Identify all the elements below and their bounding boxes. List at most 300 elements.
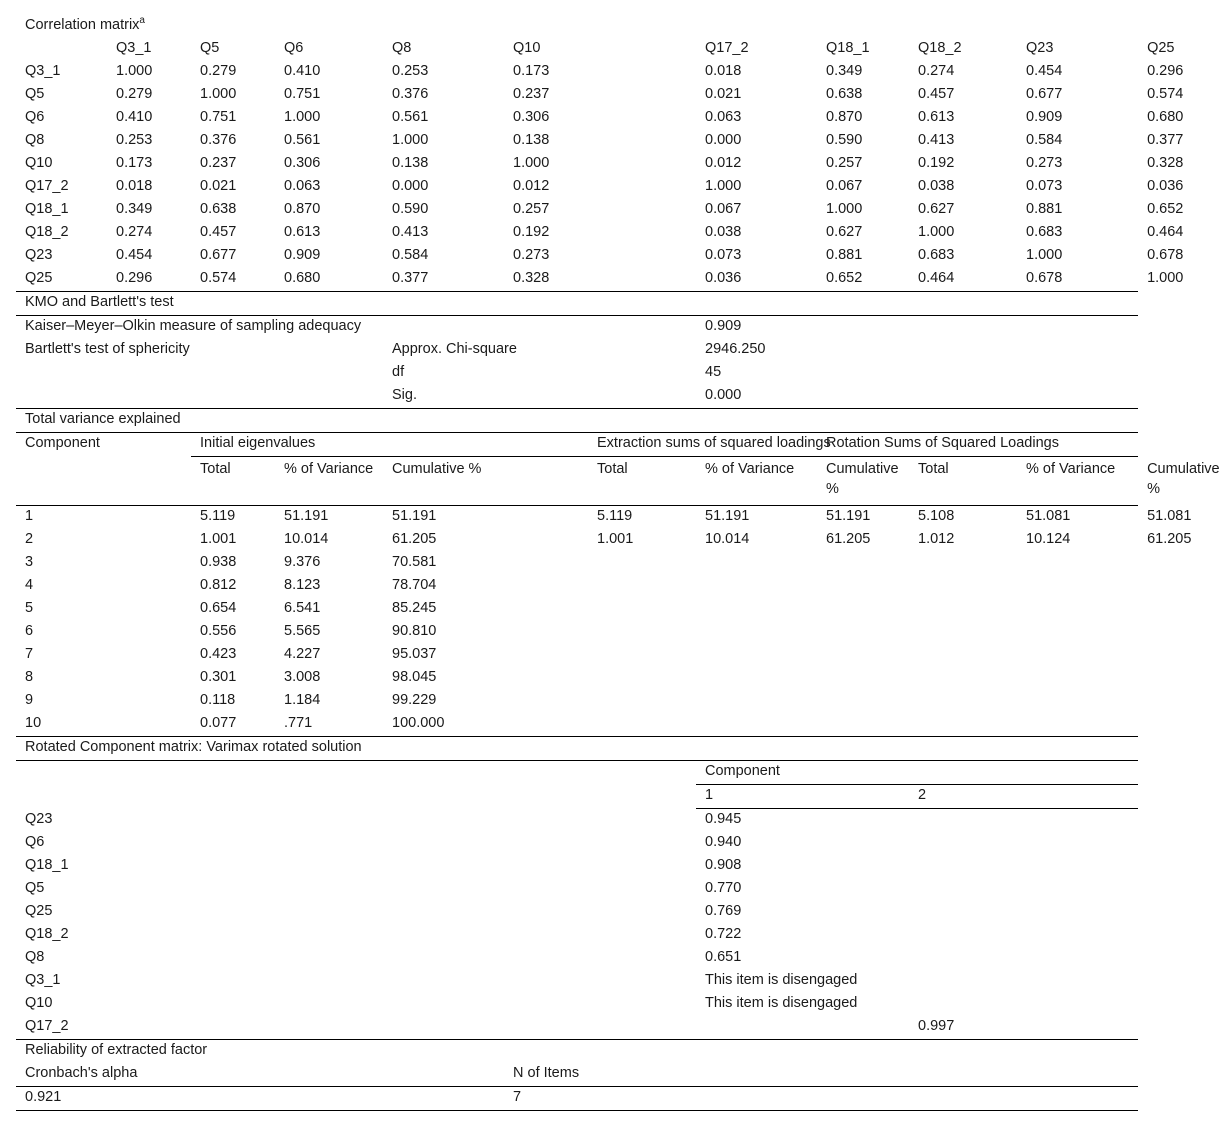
subheader-total: Total [588, 457, 696, 506]
empty-cell [588, 84, 696, 107]
variance-row: 1 5.119 51.191 51.191 5.119 51.191 51.191 5.108 51.081 51.081 [16, 506, 1138, 530]
correlation-value: 0.561 [284, 132, 321, 148]
rotated-number-row [16, 785, 1138, 809]
bartlett-label: Bartlett's test of sphericity [25, 341, 190, 357]
loading-component-1: 0.722 [705, 926, 742, 942]
kmo-title-row [16, 292, 1138, 316]
correlation-value: 0.584 [392, 247, 429, 263]
variance-value: 5.565 [284, 623, 321, 639]
component-header: Component [25, 435, 100, 451]
row-label: Q3_1 [25, 63, 61, 79]
correlation-value: 0.376 [200, 132, 237, 148]
subheader-pct: % of Variance [1017, 457, 1138, 506]
variance-value: 78.704 [392, 577, 437, 593]
correlation-value: 0.678 [1026, 270, 1063, 286]
component-number: 9 [25, 692, 34, 708]
loading-component-2 [909, 878, 1138, 901]
correlation-value: 0.273 [1026, 155, 1063, 171]
empty-cell [696, 621, 817, 644]
correlation-title [16, 15, 1138, 38]
variance-value: 51.081 [1026, 508, 1071, 524]
correlation-value: 0.257 [826, 155, 863, 171]
correlation-value: 0.000 [705, 132, 742, 148]
correlation-value: 1.000 [392, 132, 429, 148]
empty-cell [817, 644, 909, 667]
correlation-value: 0.677 [200, 247, 237, 263]
row-label: Q5 [25, 86, 45, 102]
component-number: 6 [25, 623, 34, 639]
correlation-value: 0.306 [513, 109, 550, 125]
correlation-value: 0.561 [392, 109, 429, 125]
empty-cell [588, 268, 696, 292]
correlation-value: 0.680 [284, 270, 321, 286]
correlation-value: 0.683 [1026, 224, 1063, 240]
loading-component-1 [696, 1016, 909, 1040]
empty-cell [909, 644, 1017, 667]
correlation-value: 0.279 [200, 63, 237, 79]
row-label: Q6 [25, 834, 45, 850]
empty-cell [588, 621, 696, 644]
variance-value: 85.245 [392, 600, 437, 616]
variance-value: 1.012 [918, 531, 955, 547]
variance-value: 1.001 [597, 531, 634, 547]
variance-title-row [16, 409, 1138, 433]
rotated-row [16, 901, 1138, 924]
correlation-value: 0.881 [1026, 201, 1063, 217]
variance-value: 0.301 [200, 669, 237, 685]
bartlett-item-value: 2946.250 [705, 341, 766, 357]
correlation-value: 0.063 [284, 178, 321, 194]
bartlett-item-label: df [392, 364, 405, 380]
empty-cell [504, 644, 588, 667]
row-label: Q10 [25, 155, 53, 171]
empty-cell [1017, 690, 1138, 713]
correlation-value: 0.457 [200, 224, 237, 240]
empty-cell [16, 38, 107, 61]
empty-cell [1017, 644, 1138, 667]
variance-value: 98.045 [392, 669, 437, 685]
rotated-title-row [16, 737, 1138, 761]
bartlett-row [16, 385, 1138, 409]
reliability-title-row [16, 1040, 1138, 1064]
empty-cell [504, 457, 588, 506]
component-number: 10 [25, 715, 42, 731]
correlation-value: 0.574 [200, 270, 237, 286]
correlation-value: 0.376 [392, 86, 429, 102]
component-number: 8 [25, 669, 34, 685]
variance-value: 0.077 [200, 715, 237, 731]
variance-value: 61.205 [826, 531, 871, 547]
empty-cell [909, 713, 1017, 737]
loading-component-2 [909, 855, 1138, 878]
correlation-value: 0.870 [284, 201, 321, 217]
correlation-value: 0.349 [116, 201, 153, 217]
group-header: Extraction sums of squared loadings [588, 433, 817, 457]
variance-value: 6.541 [284, 600, 321, 616]
correlation-value: 0.173 [116, 155, 153, 171]
loading-component-1: This item is disengaged [705, 972, 858, 988]
row-label: Q5 [25, 880, 45, 896]
correlation-row: Q17_2 0.018 0.021 0.063 0.000 0.012 1.000 0.067 0.038 0.073 0.036 [16, 176, 1138, 199]
correlation-value: 0.590 [392, 201, 429, 217]
correlation-value: 0.173 [513, 63, 550, 79]
variance-value: 0.938 [200, 554, 237, 570]
component-number: 3 [25, 554, 34, 570]
correlation-value: 1.000 [826, 201, 863, 217]
empty-cell [504, 506, 588, 530]
variance-row [16, 552, 1138, 575]
variance-value: 100.000 [392, 715, 445, 731]
correlation-value: 0.751 [284, 86, 321, 102]
correlation-value: 0.627 [918, 201, 955, 217]
correlation-row: Q10 0.173 0.237 0.306 0.138 1.000 0.012 0.257 0.192 0.273 0.328 [16, 153, 1138, 176]
empty-cell [909, 552, 1017, 575]
correlation-value: 0.638 [826, 86, 863, 102]
column-header: Q6 [284, 40, 304, 56]
empty-cell [504, 552, 588, 575]
correlation-value: 0.377 [392, 270, 429, 286]
rotated-row [16, 832, 1138, 855]
correlation-value: 0.063 [705, 109, 742, 125]
variance-value: 51.191 [826, 508, 871, 524]
column-header: Q8 [392, 40, 412, 56]
variance-value: 5.119 [200, 508, 236, 524]
correlation-value: 0.410 [284, 63, 321, 79]
variance-value: 0.654 [200, 600, 237, 616]
rotated-title: Rotated Component matrix: Varimax rotated solution [16, 737, 1138, 761]
empty-cell [588, 667, 696, 690]
group-header: Rotation Sums of Squared Loadings [817, 433, 1138, 457]
row-label: Q6 [25, 109, 45, 125]
correlation-value: 0.584 [1026, 132, 1063, 148]
variance-value: 1.001 [200, 531, 237, 547]
correlation-value: 1.000 [284, 109, 321, 125]
empty-cell [588, 690, 696, 713]
row-label: Q8 [25, 132, 45, 148]
correlation-value: 0.067 [705, 201, 742, 217]
correlation-value: 0.613 [284, 224, 321, 240]
empty-cell [1017, 598, 1138, 621]
empty-cell [588, 176, 696, 199]
n-items-header: N of Items [513, 1065, 580, 1081]
correlation-value: 1.000 [705, 178, 742, 194]
correlation-value: 0.018 [116, 178, 153, 194]
correlation-value: 0.464 [918, 270, 955, 286]
correlation-value: 0.073 [1026, 178, 1063, 194]
rotated-component-row [16, 761, 1138, 785]
empty-cell [588, 598, 696, 621]
empty-cell [1017, 621, 1138, 644]
bartlett-item-value: 0.000 [705, 387, 742, 403]
column-header: Q5 [200, 40, 220, 56]
empty-cell [588, 107, 696, 130]
empty-cell [696, 598, 817, 621]
correlation-value: 0.021 [200, 178, 237, 194]
correlation-value: 0.683 [918, 247, 955, 263]
row-label: Q18_1 [25, 857, 69, 873]
empty-cell [588, 153, 696, 176]
loading-component-1: 0.651 [705, 949, 742, 965]
statistics-table [16, 15, 1220, 1111]
correlation-row: Q18_1 0.349 0.638 0.870 0.590 0.257 0.067 1.000 0.627 0.881 0.652 [16, 199, 1138, 222]
empty-cell [504, 433, 588, 457]
rotated-row [16, 809, 1138, 833]
correlation-row: Q5 0.279 1.000 0.751 0.376 0.237 0.021 0.638 0.457 0.677 0.574 [16, 84, 1138, 107]
correlation-value: 0.627 [826, 224, 863, 240]
empty-cell [696, 713, 817, 737]
empty-cell [504, 529, 588, 552]
variance-value: 1.184 [284, 692, 321, 708]
correlation-value: 0.253 [392, 63, 429, 79]
variance-value: 0.118 [200, 692, 236, 708]
correlation-value: 0.036 [705, 270, 742, 286]
variance-value: 3.008 [284, 669, 321, 685]
rotated-row [16, 1016, 1138, 1040]
row-label: Q23 [25, 247, 53, 263]
variance-value: 70.581 [392, 554, 437, 570]
component-number: 1 [25, 508, 34, 524]
empty-cell [588, 199, 696, 222]
correlation-value: 0.274 [116, 224, 153, 240]
variance-value: 10.014 [284, 531, 329, 547]
subheader-total: Total [191, 457, 275, 506]
correlation-value: 0.870 [826, 109, 863, 125]
empty-cell [588, 575, 696, 598]
correlation-value: 0.038 [918, 178, 955, 194]
empty-cell [16, 761, 696, 785]
bartlett-item-value: 45 [705, 364, 722, 380]
column-header: Q17_2 [705, 40, 749, 56]
correlation-value: 0.237 [200, 155, 237, 171]
correlation-value: 0.457 [918, 86, 955, 102]
variance-value: .771 [284, 715, 313, 731]
subheader-cum: Cumulative % [817, 457, 909, 506]
bartlett-row [16, 362, 1138, 385]
loading-component-1: 0.769 [705, 903, 742, 919]
variance-value: 10.014 [705, 531, 750, 547]
rotated-row [16, 970, 1138, 993]
correlation-value: 0.021 [705, 86, 742, 102]
bartlett-item-label: Approx. Chi-square [392, 341, 517, 357]
column-header: Q10 [513, 40, 541, 56]
correlation-value: 0.274 [918, 63, 955, 79]
correlation-value: 1.000 [116, 63, 153, 79]
row-label: Q18_1 [25, 201, 69, 217]
variance-value: 4.227 [284, 646, 321, 662]
component-number: 5 [25, 600, 34, 616]
loading-component-2 [909, 970, 1138, 993]
row-label: Q25 [25, 270, 53, 286]
empty-cell [588, 61, 696, 84]
variance-value: 0.423 [200, 646, 237, 662]
empty-cell [909, 690, 1017, 713]
empty-cell [16, 385, 383, 409]
variance-subheader-row: Total % of Variance Cumulative % Total % of Variance Cumulative % Total % of Variance Cumulative % [16, 457, 1138, 506]
column-header: Q23 [1026, 40, 1054, 56]
loading-component-2 [909, 924, 1138, 947]
empty-cell [504, 575, 588, 598]
empty-cell [504, 667, 588, 690]
correlation-value: 0.192 [918, 155, 955, 171]
kmo-title: KMO and Bartlett's test [16, 292, 1138, 316]
empty-cell [909, 621, 1017, 644]
component-1-header: 1 [696, 785, 909, 809]
empty-cell [588, 644, 696, 667]
empty-cell [817, 713, 909, 737]
correlation-value: 0.909 [284, 247, 321, 263]
empty-cell [696, 690, 817, 713]
empty-cell [696, 552, 817, 575]
row-label: Q8 [25, 949, 45, 965]
correlation-value: 0.253 [116, 132, 153, 148]
correlation-row: Q23 0.454 0.677 0.909 0.584 0.273 0.073 0.881 0.683 1.000 0.678 [16, 245, 1138, 268]
correlation-value: 0.067 [826, 178, 863, 194]
correlation-value: 0.306 [284, 155, 321, 171]
empty-cell [1017, 667, 1138, 690]
correlation-row: Q6 0.410 0.751 1.000 0.561 0.306 0.063 0.870 0.613 0.909 0.680 [16, 107, 1138, 130]
loading-component-2 [909, 809, 1138, 833]
empty-cell [588, 552, 696, 575]
component-number: 2 [25, 531, 34, 547]
correlation-value: 1.000 [918, 224, 955, 240]
correlation-value: 0.296 [116, 270, 153, 286]
empty-cell [909, 667, 1017, 690]
variance-value: 90.810 [392, 623, 437, 639]
empty-cell [817, 552, 909, 575]
empty-cell [588, 245, 696, 268]
correlation-value: 0.273 [513, 247, 550, 263]
loading-component-1: 0.945 [705, 811, 742, 827]
variance-value: 0.556 [200, 623, 237, 639]
empty-cell [16, 785, 696, 809]
rotated-row [16, 947, 1138, 970]
variance-value: 8.123 [284, 577, 321, 593]
variance-row [16, 621, 1138, 644]
correlation-value: 0.138 [392, 155, 429, 171]
empty-cell [817, 575, 909, 598]
empty-cell [588, 130, 696, 153]
reliability-header-row [16, 1063, 1138, 1087]
empty-cell [504, 598, 588, 621]
rotated-row [16, 993, 1138, 1016]
row-label: Q10 [25, 995, 53, 1011]
empty-cell [696, 644, 817, 667]
row-label: Q23 [25, 810, 53, 827]
variance-row [16, 667, 1138, 690]
correlation-value: 0.881 [826, 247, 863, 263]
column-header: Q18_1 [826, 40, 870, 56]
correlation-value: 0.073 [705, 247, 742, 263]
correlation-value: 0.590 [826, 132, 863, 148]
kmo-row [16, 316, 1138, 340]
correlation-value: 0.413 [918, 132, 955, 148]
variance-value: 51.191 [284, 508, 329, 524]
correlation-value: 0.677 [1026, 86, 1063, 102]
variance-value: 5.119 [597, 508, 633, 524]
variance-value: 0.812 [200, 577, 237, 593]
correlation-value: 0.012 [705, 155, 742, 171]
correlation-row: Q8 0.253 0.376 0.561 1.000 0.138 0.000 0.590 0.413 0.584 0.377 [16, 130, 1138, 153]
reliability-value-row [16, 1087, 1138, 1111]
variance-value: 51.191 [392, 508, 437, 524]
variance-value: 95.037 [392, 646, 437, 662]
empty-cell [16, 457, 191, 506]
rotated-row [16, 924, 1138, 947]
loading-component-1: 0.908 [705, 857, 742, 873]
empty-cell [817, 690, 909, 713]
n-items-value: 7 [504, 1087, 1138, 1111]
variance-value: 61.205 [392, 531, 437, 547]
loading-component-1: 0.770 [705, 880, 742, 896]
kmo-value: 0.909 [705, 318, 742, 334]
row-label: Q25 [25, 903, 53, 919]
subheader-pct: % of Variance [696, 457, 817, 506]
loading-component-1: 0.940 [705, 834, 742, 850]
rotated-row [16, 855, 1138, 878]
correlation-value: 0.328 [513, 270, 550, 286]
reliability-title: Reliability of extracted factor [16, 1040, 1138, 1064]
variance-row [16, 713, 1138, 737]
empty-cell [16, 362, 383, 385]
subheader-total: Total [909, 457, 1017, 506]
correlation-value: 1.000 [1026, 247, 1063, 263]
empty-cell [504, 690, 588, 713]
correlation-value: 0.410 [116, 109, 153, 125]
empty-cell [909, 575, 1017, 598]
component-2-header: 2 [909, 785, 1138, 809]
empty-cell [817, 316, 1138, 340]
correlation-value: 0.751 [200, 109, 237, 125]
empty-cell [696, 575, 817, 598]
row-label: Q3_1 [25, 972, 61, 988]
correlation-value: 1.000 [513, 155, 550, 171]
variance-value: 5.108 [918, 508, 955, 524]
correlation-value: 0.909 [1026, 109, 1063, 125]
empty-cell [1017, 552, 1138, 575]
variance-row [16, 644, 1138, 667]
empty-cell [1017, 713, 1138, 737]
variance-value: 10.124 [1026, 531, 1071, 547]
correlation-title-row [16, 15, 1138, 38]
group-header: Initial eigenvalues [191, 433, 504, 457]
variance-row: 2 1.001 10.014 61.205 1.001 10.014 61.205 1.012 10.124 61.205 [16, 529, 1138, 552]
correlation-header-row: Q3_1 Q5 Q6 Q8 Q10 Q17_2 Q18_1 Q18_2 Q23 Q25 [16, 38, 1138, 61]
variance-title: Total variance explained [16, 409, 1138, 433]
loading-component-2 [909, 947, 1138, 970]
component-number: 4 [25, 577, 34, 593]
row-label: Q17_2 [25, 178, 69, 194]
subheader-pct: % of Variance [275, 457, 383, 506]
component-number: 7 [25, 646, 34, 662]
empty-cell [817, 339, 1138, 362]
variance-value: 99.229 [392, 692, 437, 708]
correlation-value: 0.454 [116, 247, 153, 263]
correlation-row: Q3_1 1.000 0.279 0.410 0.253 0.173 0.018 0.349 0.274 0.454 0.296 [16, 61, 1138, 84]
component-header: Component [696, 761, 1138, 785]
correlation-value: 0.413 [392, 224, 429, 240]
correlation-value: 0.454 [1026, 63, 1063, 79]
alpha-header: Cronbach's alpha [25, 1065, 138, 1081]
empty-cell [817, 667, 909, 690]
variance-row [16, 690, 1138, 713]
bartlett-item-label: Sig. [392, 387, 417, 403]
correlation-value: 0.652 [826, 270, 863, 286]
correlation-row: Q18_2 0.274 0.457 0.613 0.413 0.192 0.038 0.627 1.000 0.683 0.464 [16, 222, 1138, 245]
correlation-value: 0.138 [513, 132, 550, 148]
empty-cell [504, 713, 588, 737]
empty-cell [588, 38, 696, 61]
empty-cell [588, 713, 696, 737]
